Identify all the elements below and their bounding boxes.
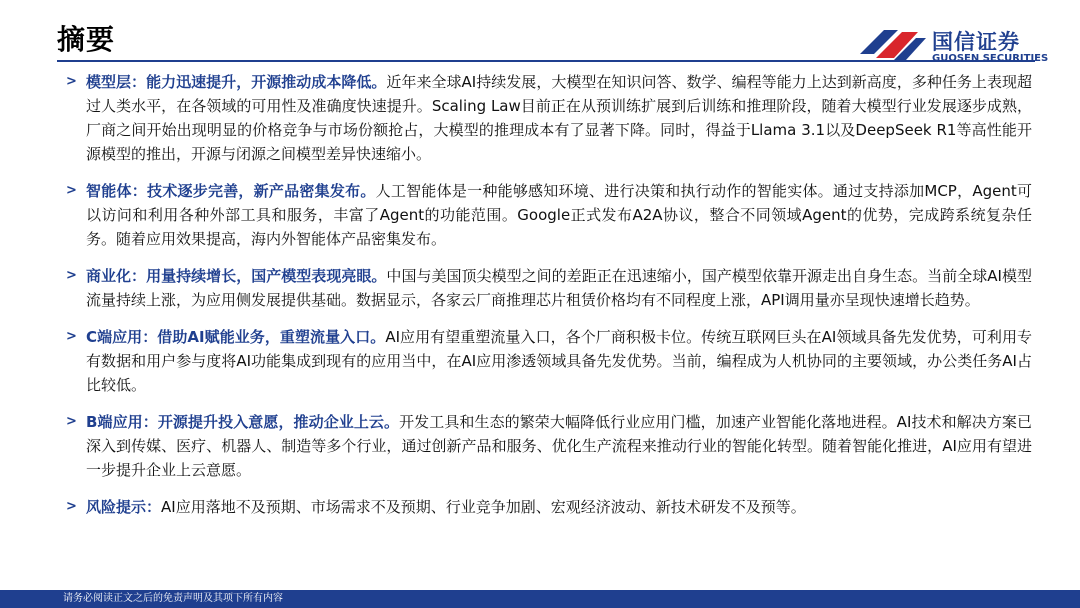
- bullet-lead: 商业化：用量持续增长，国产模型表现亮眼。: [86, 267, 387, 285]
- page-title: 摘要: [57, 23, 116, 56]
- bullet-commercialization: [66, 264, 1032, 312]
- bullet-body: 人工智能体是一种能够感知环境、进行决策和执行动作的智能实体。通过支持添加MCP，Agent可以访问和利用各种外部工具和服务，丰富了Agent的功能范围。Google正式发布A2A协议，整合不同领域Agent的优势，完成跨系统复杂任务。随着应用效果提高，海内外智能体产品密集发布。: [86, 182, 1032, 248]
- guosen-logo: [858, 22, 1049, 68]
- logo-text-en: GUOSEN SECURITIES: [932, 53, 1049, 64]
- bullet-lead: C端应用：借助AI赋能业务，重塑流量入口。: [86, 328, 386, 346]
- bullet-agent: [66, 179, 1032, 251]
- bullet-lead: 智能体：技术逐步完善，新产品密集发布。: [86, 182, 376, 200]
- triangle-right-icon: >: [66, 499, 77, 514]
- bullet-body: 近年来全球AI持续发展，大模型在知识问答、数学、编程等能力上达到新高度，多种任务上表现超过人类水平，在各领域的可用性及准确度快速提升。Scaling Law目前正在从预训练扩展到后训练和推理阶段，随着大模型行业发展逐步成熟，厂商之间开始出现明显的价格竞争与市场份额抢占，大模型的推理成本有了显著下降。同时，得益于Llama 3.1以及DeepSeek R1等高性能开源模型的推出，开源与闭源之间模型差异快速缩小。: [86, 73, 1032, 163]
- triangle-right-icon: >: [66, 329, 77, 344]
- triangle-right-icon: >: [66, 268, 77, 283]
- triangle-right-icon: >: [66, 74, 77, 89]
- bullet-lead: 风险提示：: [86, 498, 162, 516]
- bullet-lead: 模型层：能力迅速提升，开源推动成本降低。: [86, 73, 387, 91]
- summary-list: [66, 70, 1032, 532]
- bullet-model-layer: [66, 70, 1032, 166]
- triangle-right-icon: >: [66, 183, 77, 198]
- bullet-c-end-apps: [66, 325, 1032, 397]
- bullet-risk: [66, 495, 1032, 519]
- bullet-b-end-apps: [66, 410, 1032, 482]
- bullet-body: 中国与美国顶尖模型之间的差距正在迅速缩小，国产模型依靠开源走出自身生态。当前全球AI模型流量持续上涨，为应用侧发展提供基础。数据显示，各家云厂商推理芯片租赁价格均有不同程度上涨，API调用量亦呈现快速增长趋势。: [86, 267, 1032, 309]
- footer-bar: [0, 590, 1080, 608]
- bullet-lead: B端应用：开源提升投入意愿，推动企业上云。: [86, 413, 400, 431]
- footer-disclaimer: 请务必阅读正文之后的免责声明及其项下所有内容: [63, 593, 283, 604]
- triangle-right-icon: >: [66, 414, 77, 429]
- guosen-logo-icon: [858, 24, 928, 64]
- bullet-body: 开发工具和生态的繁荣大幅降低行业应用门槛，加速产业智能化落地进程。AI技术和解决方案已深入到传媒、医疗、机器人、制造等多个行业，通过创新产品和服务、优化生产流程来推动行业的智能化转型。随着智能化推进，AI应用有望进一步提升企业上云意愿。: [86, 413, 1032, 479]
- bullet-body: AI应用有望重塑流量入口，各个厂商积极卡位。传统互联网巨头在AI领域具备先发优势，可利用专有数据和用户参与度将AI功能集成到现有的应用当中，在AI应用渗透领域具备先发优势。当前，编程成为人机协同的主要领域，办公类任务AI占比较低。: [86, 328, 1033, 394]
- logo-text-cn: 国信证券: [932, 30, 1020, 54]
- bullet-body: AI应用落地不及预期、市场需求不及预期、行业竞争加剧、宏观经济波动、新技术研发不及预等。: [161, 498, 806, 516]
